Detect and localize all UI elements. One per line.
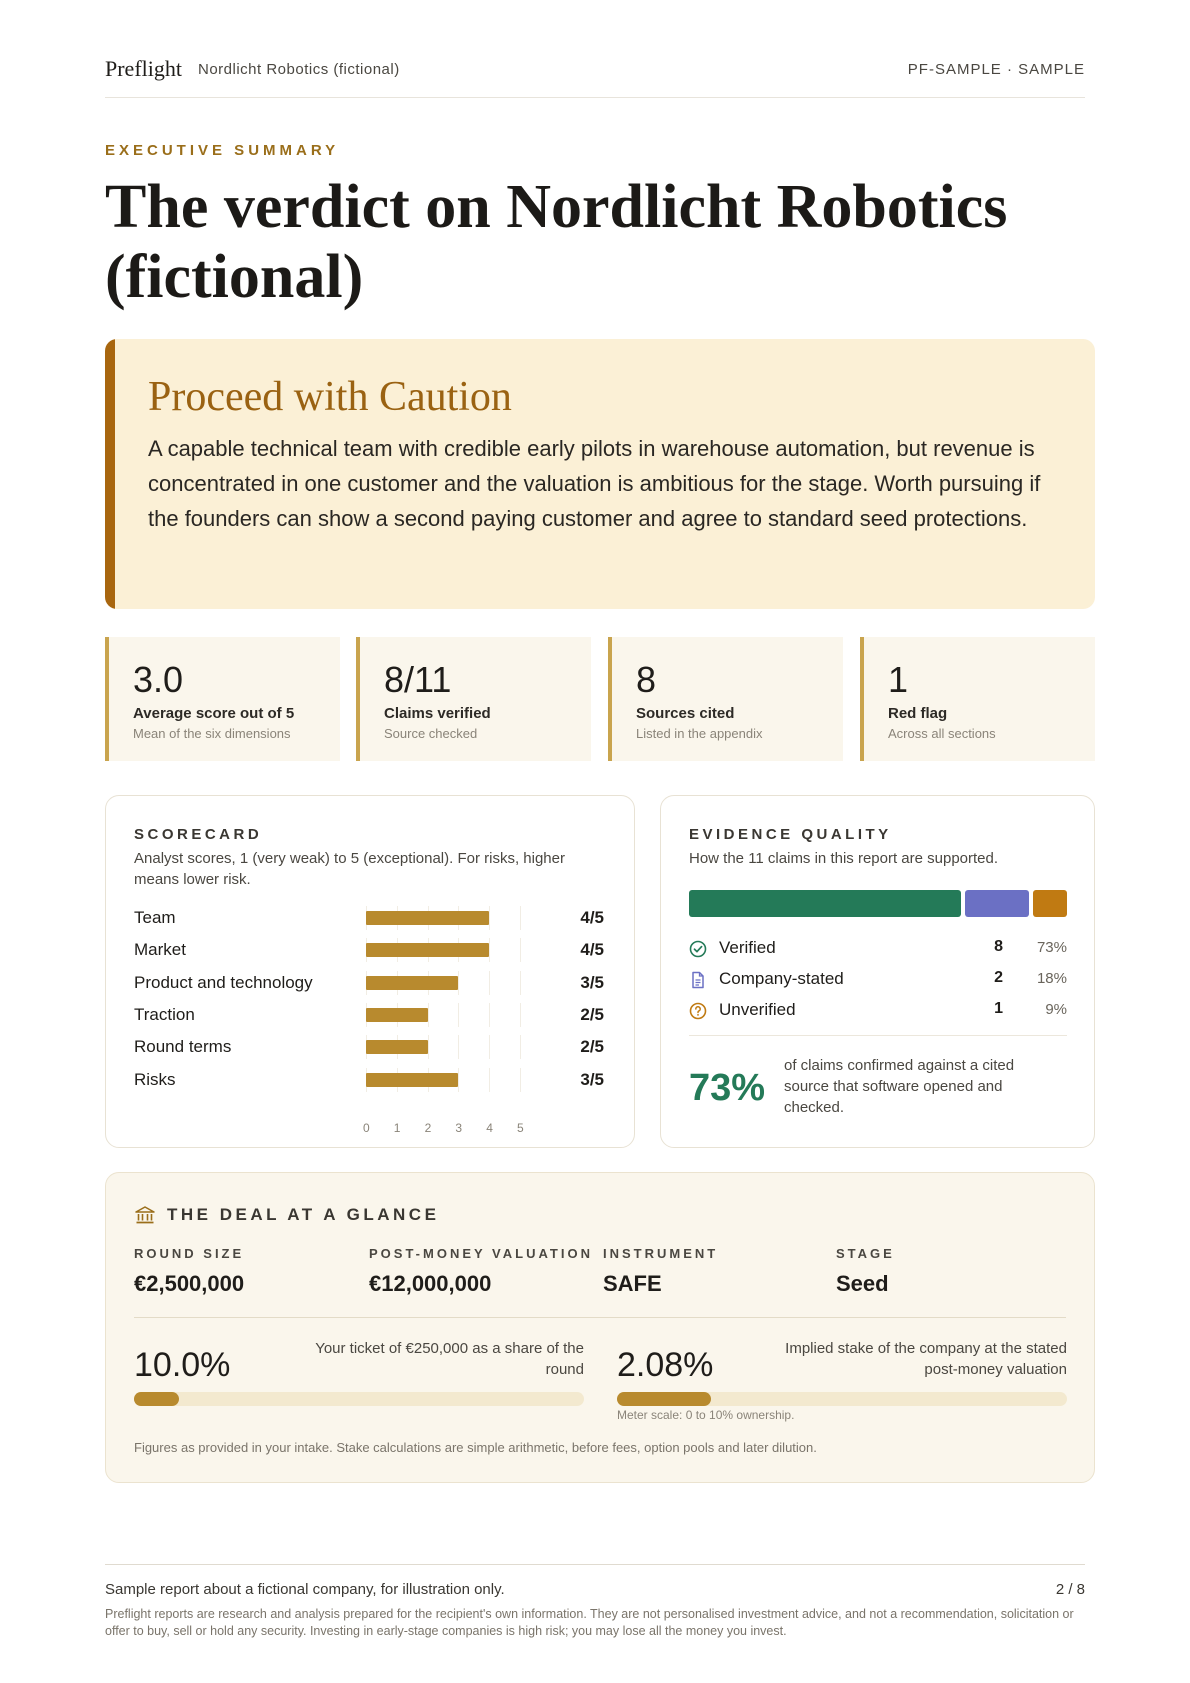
stat-label: Red flag: [888, 705, 948, 722]
scorecard-bar: [366, 1040, 428, 1054]
scorecard-gridline: [520, 1003, 521, 1027]
scorecard-score: 2/5: [580, 1005, 604, 1024]
term-post-money-valuation: [369, 1246, 599, 1297]
term-label: POST-MONEY VALUATION: [369, 1246, 593, 1261]
scorecard-gridline: [458, 1035, 459, 1059]
scorecard-gridline: [520, 938, 521, 962]
term-label: INSTRUMENT: [603, 1246, 719, 1261]
stat-subtext: Source checked: [384, 726, 478, 741]
scorecard-gridline: [489, 1068, 490, 1092]
stat-value: 8/11: [384, 659, 452, 700]
term-label: STAGE: [836, 1246, 895, 1261]
footer-disclaimer: Preflight reports are research and analysis prepared for the recipient's own information. They are not personalised investment advice, and not a recommendation, solicitation or offer to buy, sell or hold any security. Investing in early-stage companies is high risk; you may lose all the money you invest.: [105, 1607, 1074, 1638]
meter-value: 2.08%: [617, 1346, 714, 1384]
scorecard-bar: [366, 976, 458, 990]
scorecard-dimension: Product and technology: [134, 973, 313, 992]
scorecard-row: [134, 971, 604, 995]
page-header: [105, 54, 1085, 98]
scorecard-gridline: [489, 1003, 490, 1027]
scorecard-gridline: [489, 938, 490, 962]
scorecard-dimension: Round terms: [134, 1037, 232, 1056]
meter-fill: [617, 1392, 711, 1406]
page-title: The verdict on Nordlicht Robotics (fictional): [105, 173, 1008, 311]
meter-fill: [134, 1392, 179, 1406]
stat-value: 1: [888, 659, 909, 700]
scorecard-gridline: [489, 971, 490, 995]
stat-subtext: Mean of the six dimensions: [133, 726, 291, 741]
evidence-count: 8: [994, 938, 1003, 955]
check-circle-icon: [689, 940, 707, 958]
term-value: €2,500,000: [134, 1271, 245, 1296]
stat-label: Average score out of 5: [133, 705, 295, 722]
evidence-percent: 73%: [1036, 939, 1067, 956]
company-name: Nordlicht Robotics (fictional): [198, 61, 400, 78]
scorecard-bar: [366, 1008, 428, 1022]
scorecard-axis-tick: 2: [424, 1121, 432, 1135]
term-value: €12,000,000: [369, 1271, 492, 1296]
scorecard-gridline: [520, 906, 521, 930]
scorecard-dimension: Risks: [134, 1070, 176, 1089]
scorecard-dimension: Market: [134, 940, 186, 959]
evidence-big-percent: 73%: [689, 1067, 766, 1109]
evidence-row-unverified: [689, 999, 1067, 1023]
term-instrument: [603, 1246, 833, 1297]
scorecard-row: [134, 1035, 604, 1059]
evidence-count: 1: [994, 1000, 1003, 1017]
stat-value: 3.0: [133, 659, 184, 700]
scorecard-axis-tick: 5: [517, 1121, 524, 1135]
verdict-box: [105, 339, 1095, 609]
scorecard-score: 4/5: [580, 908, 604, 927]
scorecard-row: [134, 1068, 604, 1092]
term-label: ROUND SIZE: [134, 1246, 245, 1261]
meter-track: [134, 1392, 584, 1406]
bank-icon: [134, 1204, 156, 1226]
stat-subtext: Listed in the appendix: [636, 726, 763, 741]
scorecard-row: [134, 1003, 604, 1027]
scorecard-gridline: [428, 1035, 429, 1059]
term-round-size: [134, 1246, 364, 1297]
stat-average-score: [105, 637, 340, 761]
scorecard-axis-tick: 4: [486, 1121, 493, 1135]
meter-ticket-share: [134, 1338, 584, 1398]
scorecard-gridline: [458, 1068, 459, 1092]
scorecard-score: 3/5: [580, 973, 604, 992]
evidence-bar-segment: [1033, 890, 1067, 917]
evidence-title: EVIDENCE QUALITY: [689, 826, 892, 843]
page-number: 2 / 8: [1055, 1581, 1085, 1598]
verdict-accent-bar: [105, 339, 115, 609]
scorecard-card: [105, 795, 635, 1148]
evidence-row-verified: [689, 937, 1067, 961]
meter-implied-stake: [617, 1338, 1067, 1398]
section-eyebrow: EXECUTIVE SUMMARY: [105, 142, 340, 159]
evidence-note: of claims confirmed against a cited source that software opened and checked.: [784, 1057, 1015, 1116]
scorecard-bar: [366, 911, 489, 925]
evidence-bar-segment: [689, 890, 961, 917]
scorecard-title: SCORECARD: [134, 826, 263, 843]
question-circle-icon: [689, 1002, 707, 1020]
stat-sources-cited: [608, 637, 843, 761]
verdict-text: A capable technical team with credible early pilots in warehouse automation, but revenue is concentrated in one customer and the valuation is ambitious for the stage. Worth pursuing if the founders can show a second paying customer and agree to standard seed protections.: [148, 436, 1041, 531]
meter-caption: Implied stake of the company at the stated post-money valuation: [785, 1340, 1067, 1378]
scorecard-gridline: [520, 971, 521, 995]
scorecard-bar: [366, 943, 489, 957]
scorecard-gridline: [489, 906, 490, 930]
stat-label: Sources cited: [636, 705, 735, 722]
deal-divider: [134, 1317, 1066, 1318]
page-footer: [105, 1564, 1085, 1638]
term-value: Seed: [836, 1271, 889, 1296]
scorecard-dimension: Traction: [134, 1005, 195, 1024]
stat-claims-verified: [356, 637, 591, 761]
scorecard-gridline: [520, 1068, 521, 1092]
meter-scale-note: Meter scale: 0 to 10% ownership.: [617, 1408, 795, 1422]
meter-track: [617, 1392, 1067, 1406]
stat-value: 8: [636, 659, 657, 700]
scorecard-score: 4/5: [580, 940, 604, 959]
deal-title: THE DEAL AT A GLANCE: [167, 1205, 440, 1224]
evidence-divider: [689, 1035, 1067, 1036]
stat-subtext: Across all sections: [888, 726, 996, 741]
evidence-row-company-stated: [689, 968, 1067, 992]
evidence-subtitle: How the 11 claims in this report are supported.: [689, 850, 999, 867]
meter-value: 10.0%: [134, 1346, 231, 1384]
document-icon: [689, 971, 707, 989]
scorecard-gridline: [489, 1035, 490, 1059]
scorecard-score: 3/5: [580, 1070, 604, 1089]
footer-note: Sample report about a fictional company, for illustration only.: [105, 1581, 505, 1598]
scorecard-axis-tick: 0: [363, 1121, 370, 1135]
evidence-stacked-bar: [689, 890, 1067, 917]
evidence-bar-segment: [965, 890, 1029, 917]
scorecard-score: 2/5: [580, 1037, 604, 1056]
scorecard-row: [134, 938, 604, 962]
evidence-card: [660, 795, 1095, 1148]
stat-label: Claims verified: [384, 705, 491, 722]
scorecard-gridline: [428, 1003, 429, 1027]
report-reference: PF-SAMPLE · SAMPLE: [907, 61, 1085, 78]
scorecard-gridline: [458, 971, 459, 995]
scorecard-bar: [366, 1073, 458, 1087]
deal-footnote: Figures as provided in your intake. Stake calculations are simple arithmetic, before fees, option pools and later dilution.: [134, 1440, 817, 1455]
evidence-label: Unverified: [719, 1000, 796, 1019]
term-stage: [836, 1246, 1066, 1297]
scorecard-gridline: [458, 1003, 459, 1027]
scorecard-axis-tick: 1: [393, 1121, 401, 1135]
scorecard-subtitle: Analyst scores, 1 (very weak) to 5 (exceptional). For risks, higher means lower risk.: [134, 850, 565, 888]
evidence-percent: 9%: [1045, 1001, 1067, 1018]
evidence-count: 2: [994, 969, 1003, 986]
evidence-percent: 18%: [1036, 970, 1067, 987]
scorecard-row: [134, 906, 604, 930]
scorecard-axis-tick: 3: [455, 1121, 463, 1135]
scorecard-dimension: Team: [134, 908, 176, 927]
brand-logo: Preflight: [105, 56, 182, 81]
deal-card: [105, 1172, 1095, 1483]
stat-tiles: [105, 637, 1095, 761]
meter-caption: Your ticket of €250,000 as a share of the round: [315, 1340, 584, 1378]
evidence-label: Verified: [719, 938, 776, 957]
term-value: SAFE: [603, 1271, 662, 1296]
stat-red-flags: [860, 637, 1095, 761]
verdict-heading: Proceed with Caution: [148, 374, 512, 420]
evidence-label: Company-stated: [719, 969, 844, 988]
scorecard-gridline: [520, 1035, 521, 1059]
